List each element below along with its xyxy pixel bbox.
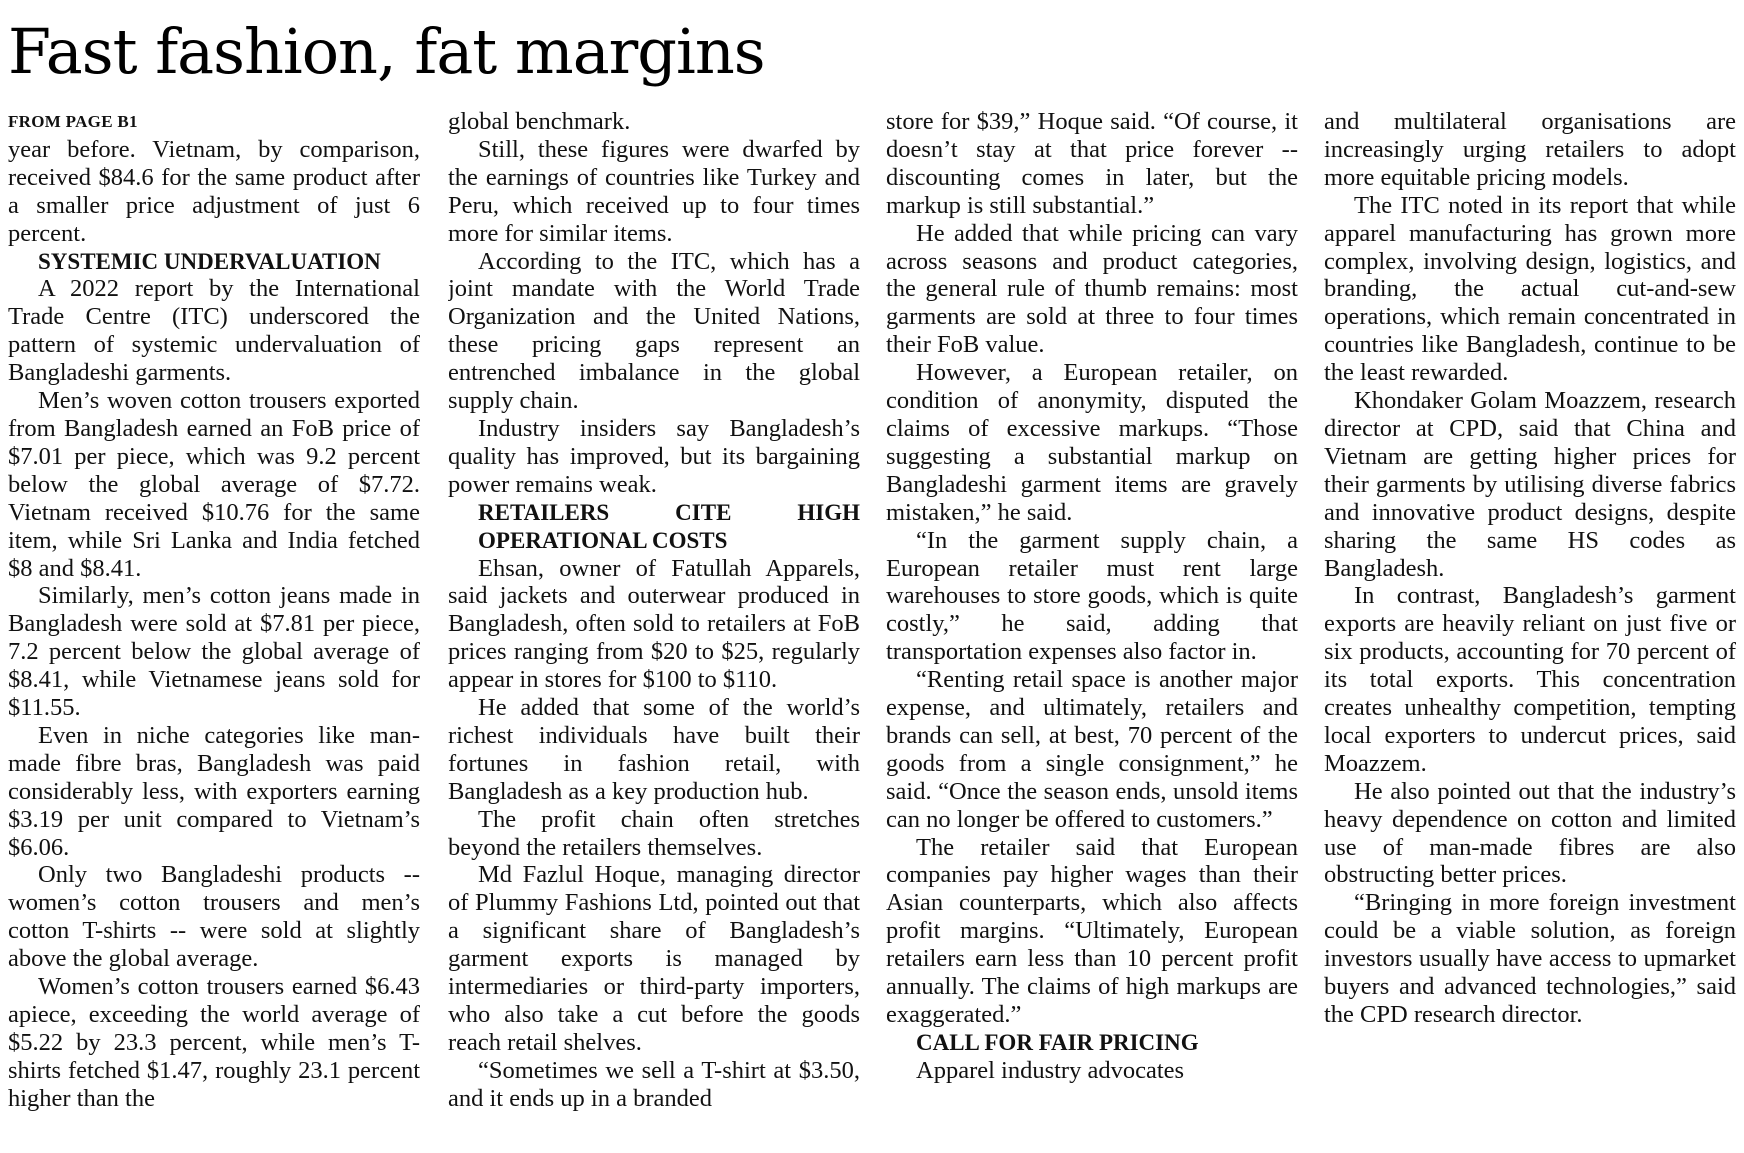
paragraph: The ITC noted in its report that while apparel manufacturing has grown more complex, involving design, logistics, and branding, the actual cut-and-sew operations, which remain concentrated in countries like Bangladesh, continue to be the least rewarded. <box>1324 191 1736 387</box>
subhead-call-for-fair-pricing: CALL FOR FAIR PRICING <box>916 1029 1199 1055</box>
paragraph: store for $39,” Hoque said. “Of course, it doesn’t stay at that price forever -- discounting comes in later, but the markup is still substantial.” <box>886 108 1298 219</box>
paragraph: Even in niche categories like man-made fibre bras, Bangladesh was paid considerably less, with exporters earning $3.19 per unit compared to Vietnam’s $6.06. <box>8 721 420 861</box>
paragraph: Ehsan, owner of Fatullah Apparels, said jackets and outerwear produced in Bangladesh, often sold to retailers at FoB prices ranging from $20 to $25, regularly appear in stores for $100 to $110. <box>448 554 860 694</box>
subhead-systemic-undervaluation: SYSTEMIC UNDERVALUATION <box>38 248 381 274</box>
paragraph: Apparel industry advocates <box>916 1056 1185 1084</box>
paragraph: global benchmark. <box>448 108 631 135</box>
paragraph: “In the garment supply chain, a European retailer must rent large warehouses to store goods, which is quite costly,” he said, adding that transportation expenses also factor in. <box>886 526 1298 666</box>
article-column-3 <box>886 108 1298 1148</box>
from-page-kicker: FROM PAGE B1 <box>8 112 138 131</box>
paragraph: He also pointed out that the industry’s heavy dependence on cotton and limited use of man-made fibres are also obstructing better prices. <box>1324 777 1736 889</box>
paragraph: year before. Vietnam, by comparison, received $84.6 for the same product after a smaller price adjustment of just 6 percent. <box>8 135 420 247</box>
paragraph: The profit chain often stretches beyond the retailers themselves. <box>448 805 860 861</box>
paragraph: In contrast, Bangladesh’s garment exports are heavily reliant on just five or six products, accounting for 70 percent of its total exports. This concentration creates unhealthy competition, tempting local exporters to undercut prices, said Moazzem. <box>1324 582 1736 777</box>
paragraph: Khondaker Golam Moazzem, research director at CPD, said that China and Vietnam are getting higher prices for their garments by utilising diverse fabrics and innovative product designs, despite sharing the same HS codes as Bangladesh. <box>1324 387 1736 582</box>
article-column-1 <box>8 108 420 1148</box>
paragraph: He added that some of the world’s richest individuals have built their fortunes in fashion retail, with Bangladesh as a key production hub. <box>448 694 860 805</box>
paragraph: “Bringing in more foreign investment could be a viable solution, as foreign investors usually have access to upmarket buyers and advanced technologies,” said the CPD research director. <box>1324 889 1736 1028</box>
paragraph: Industry insiders say Bangladesh’s quality has improved, but its bargaining power remains weak. <box>448 414 860 498</box>
paragraph: Similarly, men’s cotton jeans made in Bangladesh were sold at $7.81 per piece, 7.2 percent below the global average of $8.41, while Vietnamese jeans sold for $11.55. <box>8 582 420 722</box>
paragraph: and multilateral organisations are increasingly urging retailers to adopt more equitable pricing models. <box>1324 108 1736 191</box>
paragraph: Women’s cotton trousers earned $6.43 apiece, exceeding the world average of $5.22 by 23.3 percent, while men’s T-shirts fetched $1.47, roughly 23.1 percent higher than the <box>8 973 420 1112</box>
paragraph: Men’s woven cotton trousers exported from Bangladesh earned an FoB price of $7.01 per piece, which was 9.2 percent below the global average of $7.72. Vietnam received $10.76 for the same item, while Sri Lanka and India fetched $8 and $8.41. <box>8 387 420 582</box>
paragraph: A 2022 report by the International Trade Centre (ITC) underscored the pattern of systemic undervaluation of Bangladeshi garments. <box>8 275 420 387</box>
paragraph: According to the ITC, which has a joint mandate with the World Trade Organization and the United Nations, these pricing gaps represent an entrenched imbalance in the global supply chain. <box>448 247 860 415</box>
article-column-2 <box>448 108 860 1148</box>
paragraph: The retailer said that European companies pay higher wages than their Asian counterparts, which also affects profit margins. “Ultimately, European retailers earn less than 10 percent profit annually. The claims of high markups are exaggerated.” <box>886 833 1298 1028</box>
paragraph: Still, these figures were dwarfed by the earnings of countries like Turkey and Peru, which received up to four times more for similar items. <box>448 135 860 247</box>
paragraph: Md Fazlul Hoque, managing director of Plummy Fashions Ltd, pointed out that a significant share of Bangladesh’s garment exports is managed by intermediaries or third-party importers, who also take a cut before the goods reach retail shelves. <box>448 861 860 1056</box>
subhead-retailers-cite-high-operational-costs: RETAILERS CITE HIGH OPERATIONAL COSTS <box>478 499 860 553</box>
paragraph: However, a European retailer, on condition of anonymity, disputed the claims of excessive markups. “Those suggesting a substantial markup on Bangladeshi garment items are gravely mistaken,” he said. <box>886 359 1298 526</box>
paragraph: “Sometimes we sell a T-shirt at $3.50, and it ends up in a branded <box>448 1056 860 1112</box>
paragraph: Only two Bangladeshi products -- women’s cotton trousers and men’s cotton T-shirts -- were sold at slightly above the global average. <box>8 861 420 973</box>
headline: Fast fashion, fat margins <box>8 15 765 88</box>
paragraph: “Renting retail space is another major expense, and ultimately, retailers and brands can sell, at best, 70 percent of the goods from a single consignment,” he said. “Once the season ends, unsold items can no longer be offered to customers.” <box>886 666 1298 833</box>
paragraph: He added that while pricing can vary across seasons and product categories, the general rule of thumb remains: most garments are sold at three to four times their FoB value. <box>886 219 1298 359</box>
article-column-4 <box>1324 108 1736 1148</box>
